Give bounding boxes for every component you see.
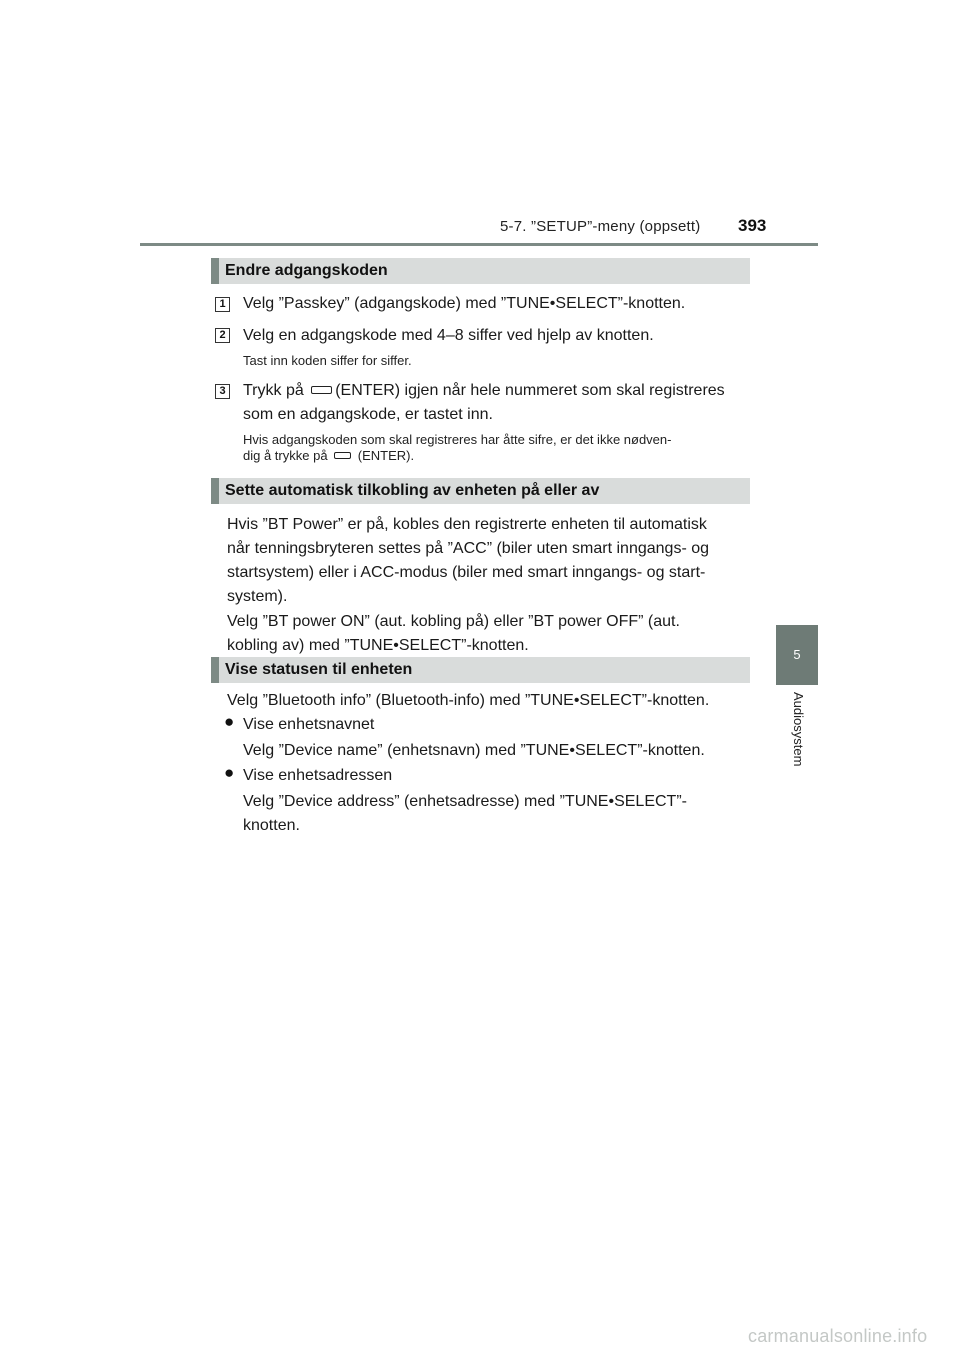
step-3-text — [243, 379, 725, 403]
step-number-3: 3 — [215, 384, 230, 399]
chapter-side-label: Audiosystem — [791, 692, 806, 767]
step-3-note-before: dig å trykke på — [243, 448, 328, 463]
chapter-side-tab — [776, 625, 818, 685]
step-1-text: Velg ”Passkey” (adgangskode) med ”TUNE•SELECT”-knotten. — [243, 295, 686, 312]
bluetooth-info-text: Velg ”Bluetooth info” (Bluetooth-info) med ”TUNE•SELECT”-knotten. — [227, 692, 710, 709]
section-heading-change-passkey: Endre adgangskoden — [211, 258, 750, 284]
bullet-device-name: ● — [224, 712, 235, 731]
enter-button-icon — [311, 386, 332, 394]
device-address-label: Vise enhetsadressen — [243, 767, 393, 784]
device-address-detail-line2: knotten. — [243, 817, 300, 834]
step-2-note: Tast inn koden siffer for siffer. — [243, 353, 412, 368]
chapter-heading: 5-7. ”SETUP”-meny (oppsett) — [500, 218, 701, 235]
bt-power-line1: Velg ”BT power ON” (aut. kobling på) eller ”BT power OFF” (aut. — [227, 613, 680, 630]
step-3-text-after: (ENTER) igjen når hele nummeret som skal registreres — [335, 382, 725, 399]
auto-connect-line4: system). — [227, 588, 288, 605]
device-address-detail-line1: Velg ”Device address” (enhetsadresse) med ”TUNE•SELECT”- — [243, 793, 687, 810]
step-number-1: 1 — [215, 297, 230, 312]
watermark-text: carmanualsonline.info — [748, 1326, 928, 1346]
step-3-note-after: (ENTER). — [357, 448, 415, 463]
device-name-detail: Velg ”Device name” (enhetsnavn) med ”TUNE•SELECT”-knotten. — [243, 742, 705, 759]
auto-connect-line3: startsystem) eller i ACC-modus (biler med smart inngangs- og start- — [227, 564, 706, 581]
header-rule — [140, 243, 818, 246]
step-3-text-line2: som en adgangskode, er tastet inn. — [243, 406, 493, 423]
bt-power-line2: kobling av) med ”TUNE•SELECT”-knotten. — [227, 637, 529, 654]
page-number: 393 — [738, 216, 767, 235]
step-2-text: Velg en adgangskode med 4–8 siffer ved hjelp av knotten. — [243, 327, 654, 344]
chapter-number: 5 — [793, 647, 801, 662]
step-3-note-line2 — [243, 448, 414, 464]
step-3-text-before: Trykk på — [243, 382, 304, 399]
auto-connect-line1: Hvis ”BT Power” er på, kobles den registrerte enheten til automatisk — [227, 516, 707, 533]
enter-button-icon-small — [334, 452, 351, 459]
section-heading-auto-connect: Sette automatisk tilkobling av enheten på eller av — [211, 478, 750, 504]
section-heading-device-status: Vise statusen til enheten — [211, 657, 750, 683]
device-name-label: Vise enhetsnavnet — [243, 716, 375, 733]
step-3-note-line1: Hvis adgangskoden som skal registreres har åtte sifre, er det ikke nødven- — [243, 432, 672, 447]
step-number-2: 2 — [215, 328, 230, 343]
bullet-device-address: ● — [224, 763, 235, 782]
auto-connect-line2: når tenningsbryteren settes på ”ACC” (biler uten smart inngangs- og — [227, 540, 710, 557]
